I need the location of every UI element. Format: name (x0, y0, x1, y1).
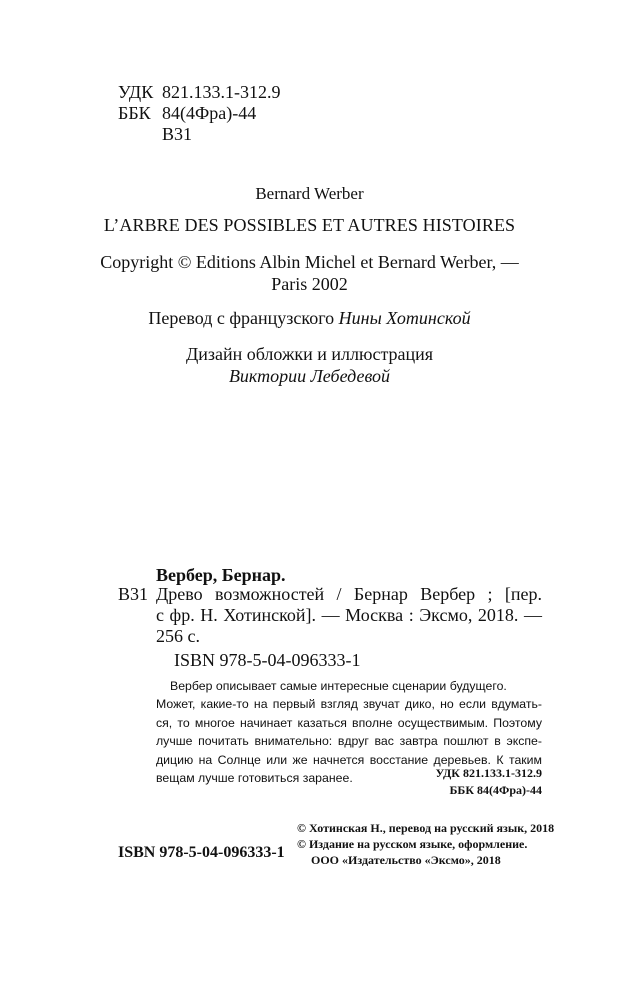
catalog-heading: Вербер, Бернар. (156, 565, 286, 585)
catalog-description (156, 584, 542, 647)
catalog-isbn: ISBN 978-5-04-096333-1 (174, 650, 361, 670)
rights-notice (297, 820, 554, 868)
annotation-line-5: дицию на Солнце или же начнется восстание деревьев. К таким (156, 752, 542, 767)
codes-bbk: ББК 84(4Фра)-44 (449, 783, 542, 797)
annotation-line-4: лучше почитать внимательно: вдруг вас завтра пошлют в экспе- (156, 734, 542, 749)
catalog-line-3: 256 с. (156, 626, 200, 646)
translator-name: Нины Хотинской (338, 308, 471, 328)
udk-label: УДК (118, 82, 154, 102)
footer-isbn: ISBN 978-5-04-096333-1 (118, 844, 285, 861)
annotation-line-6: вещам лучше готовиться заранее. (156, 771, 353, 786)
annotation-line-2: Может, какие-то на первый взгляд звучат дико, но если вдумать- (156, 697, 542, 712)
rights-line-1: © Хотинская Н., перевод на русский язык, 2018 (297, 821, 555, 835)
udk-value: 821.133.1-312.9 (162, 82, 281, 102)
original-author: Bernard Werber (255, 184, 364, 203)
annotation-line-1: Вербер описывает самые интересные сценарии будущего. (170, 679, 507, 693)
bbk-value: 84(4Фра)-44 (162, 103, 257, 123)
designer-name: Виктории Лебедевой (228, 366, 391, 386)
catalog-mark: В31 (118, 584, 149, 604)
copyright-notice (0, 251, 619, 295)
translation-prefix: Перевод с французского (148, 308, 339, 328)
copyright-line-2: Paris 2002 (271, 274, 348, 294)
author-mark: В31 (162, 124, 193, 144)
design-label: Дизайн обложки и иллюстрация (185, 344, 434, 364)
codes-udk: УДК 821.133.1-312.9 (435, 766, 542, 780)
annotation-line-3: ся, то многое начинает казаться вполне осуществимым. Поэтому (156, 715, 542, 730)
translation-credit (0, 307, 619, 329)
catalog-line-2: с фр. Н. Хотинской]. — Москва : Эксмо, 2018. — (156, 605, 542, 625)
copyright-line-1: Copyright © Editions Albin Michel et Bernard Werber, — (100, 252, 519, 272)
udk-block (118, 82, 281, 145)
classification-codes (435, 765, 542, 799)
rights-line-2: © Издание на русском языке, оформление. (297, 837, 528, 851)
bbk-label: ББК (118, 103, 151, 123)
rights-line-3: ООО «Издательство «Эксмо», 2018 (311, 853, 501, 867)
catalog-line-1: Древо возможностей / Бернар Вербер ; [пер. (156, 584, 542, 604)
original-title: L’ARBRE DES POSSIBLES ET AUTRES HISTOIRES (103, 215, 516, 235)
design-credit (0, 343, 619, 387)
